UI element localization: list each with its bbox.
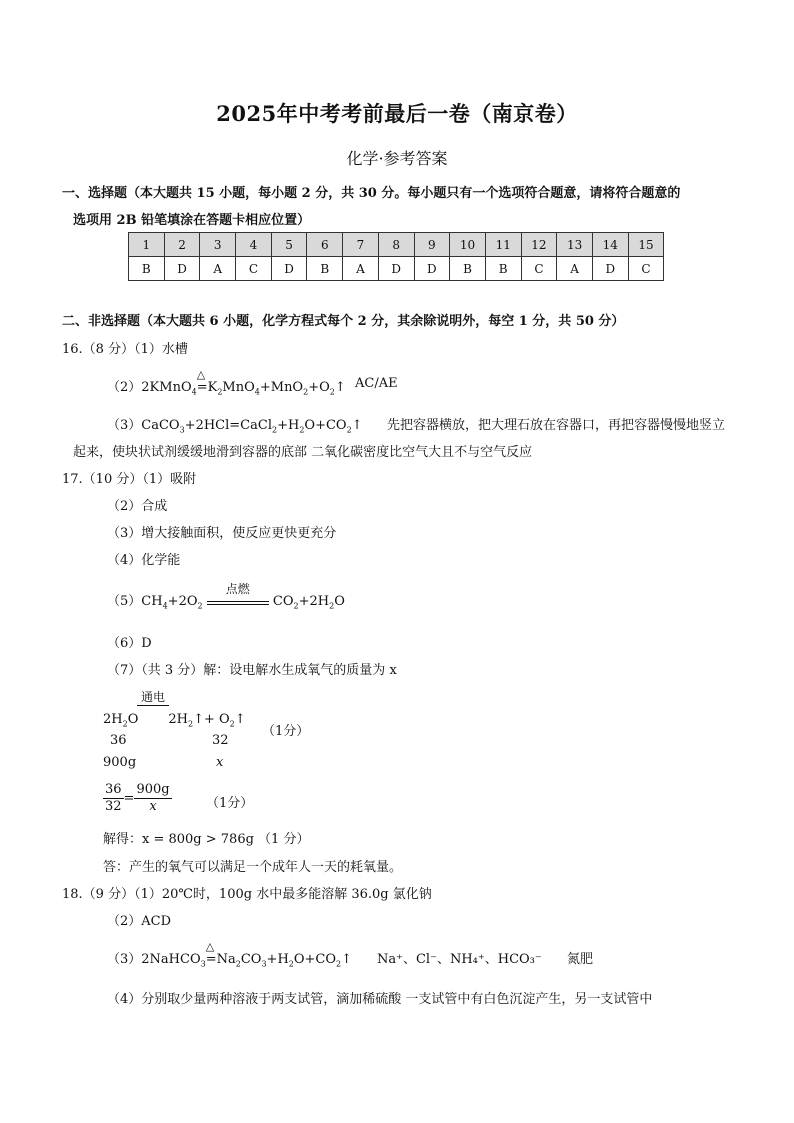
electrolysis-equation: $2H_2O$ $2H_2↑+$ $O_2↑$ bbox=[103, 712, 246, 729]
q18-equation: （3）2NaHCO$_3$ △ $=Na_2CO_3+H_2O+CO_2↑$ bbox=[107, 940, 353, 969]
q17-line5-prefix: （5） bbox=[107, 594, 142, 609]
answer-table-number-row bbox=[129, 233, 664, 257]
unknown-mass: x bbox=[216, 755, 224, 770]
answer-cell: D bbox=[378, 257, 414, 281]
ignite-condition: 点燃 bbox=[225, 582, 250, 596]
answer-cell: D bbox=[592, 257, 628, 281]
question-number-cell: 3 bbox=[200, 233, 236, 257]
delta-symbol-2: △ bbox=[205, 940, 215, 953]
q18-line-4: （4）分别取少量两种溶液于两支试管，滴加稀硫酸 一支试管中有白色沉淀产生，另一支试管中 bbox=[107, 992, 653, 1007]
q16-eq2-e: ↑ bbox=[351, 418, 363, 433]
q16-eq2-a: （3）CaCO bbox=[107, 418, 180, 433]
question-number-cell: 1 bbox=[129, 233, 165, 257]
q17-line-3: （3）增大接触面积，使反应更快更充分 bbox=[107, 526, 337, 541]
q17-answer: 答：产生的氧气可以满足一个成年人一天的耗氧量。 bbox=[103, 860, 403, 875]
score-1: （1分） bbox=[262, 724, 310, 739]
frac-numerator-2: 900g bbox=[136, 782, 170, 797]
q17-line-6: （6）D bbox=[107, 636, 152, 651]
q17-line-2: （2）合成 bbox=[107, 499, 168, 514]
question-number-cell: 7 bbox=[343, 233, 379, 257]
question-number-cell: 4 bbox=[236, 233, 272, 257]
q16-eq2-b: +2HCl=CaCl bbox=[184, 418, 272, 433]
answer-cell: A bbox=[557, 257, 593, 281]
proportion-equation: $\frac{36}{32}$ = $\frac{900g}{x}$ bbox=[105, 782, 170, 814]
q16-line-1: 16.（8 分）（1）水槽 bbox=[62, 342, 188, 357]
mass-a: 36 bbox=[110, 733, 127, 748]
q16-eq1-product-b: MnO bbox=[222, 380, 255, 395]
frac-denominator-1: 32 bbox=[105, 799, 122, 814]
q18-fertilizer: 氮肥 bbox=[567, 952, 594, 967]
answer-cell: D bbox=[414, 257, 450, 281]
q16-eq1-product-c: +MnO bbox=[259, 380, 304, 395]
question-number-cell: 6 bbox=[307, 233, 343, 257]
answer-cell: B bbox=[307, 257, 343, 281]
known-mass: 900g bbox=[103, 755, 137, 770]
question-number-cell: 15 bbox=[628, 233, 664, 257]
mass-b: 32 bbox=[212, 733, 229, 748]
q16-eq1-arrow: ↑ bbox=[334, 380, 346, 395]
q16-line-4: 起来，使块状试剂缓缓地滑到容器的底部 二氧化碳密度比空气大且不与空气反应 bbox=[73, 445, 533, 460]
q17-line-7: （7）（共 3 分）解：设电解水生成氧气的质量为 x bbox=[107, 663, 397, 678]
answer-cell: C bbox=[628, 257, 664, 281]
q17-line-4: （4）化学能 bbox=[107, 553, 181, 568]
answer-cell: A bbox=[343, 257, 379, 281]
question-number-cell: 8 bbox=[378, 233, 414, 257]
page-subtitle: 化学·参考答案 bbox=[346, 149, 448, 168]
question-number-cell: 13 bbox=[557, 233, 593, 257]
q16-eq1-reactant: （2）2KMnO bbox=[107, 380, 192, 395]
question-number-cell: 10 bbox=[450, 233, 486, 257]
q16-answer-2: AC/AE bbox=[355, 376, 398, 391]
score-2: （1分） bbox=[206, 796, 254, 811]
answer-cell: C bbox=[521, 257, 557, 281]
answer-cell: B bbox=[450, 257, 486, 281]
q16-eq1-product-a: K bbox=[207, 380, 218, 395]
q16-eq2-c: +H bbox=[277, 418, 300, 433]
q16-equation-2: $(3)CaCO_3+2HCl=CaCl_2+H_2O+CO_2↑$ bbox=[107, 418, 363, 435]
question-number-cell: 2 bbox=[164, 233, 200, 257]
section1-heading-2: 选项用 2B 铅笔填涂在答题卡相应位置） bbox=[73, 213, 311, 228]
answer-table-answer-row bbox=[129, 257, 664, 281]
section1-heading-1: 一、选择题（本大题共 15 小题，每小题 2 分，共 30 分。每小题只有一个选项符合题意，请将符合题意的 bbox=[62, 186, 681, 201]
page-title: 2025年中考考前最后一卷（南京卷） bbox=[216, 101, 578, 126]
q18-ions: Na⁺、Cl⁻、NH₄⁺、HCO₃⁻ bbox=[377, 952, 542, 967]
frac-denominator-2: x bbox=[149, 799, 157, 814]
frac-numerator-1: 36 bbox=[105, 782, 122, 797]
answer-cell: D bbox=[164, 257, 200, 281]
question-number-cell: 12 bbox=[521, 233, 557, 257]
question-number-cell: 5 bbox=[271, 233, 307, 257]
q17-solve: 解得：x = 800g > 786g （1 分） bbox=[103, 832, 310, 847]
q16-answer-3: 先把容器横放，把大理石放在容器口，再把容器慢慢地竖立 bbox=[387, 418, 726, 433]
q18-line-2: （2）ACD bbox=[107, 914, 172, 929]
answer-cell: A bbox=[200, 257, 236, 281]
q18-line-1: 18.（9 分）（1）20℃时，100g 水中最多能溶解 36.0g 氯化钠 bbox=[62, 887, 432, 902]
delta-symbol: △ bbox=[196, 368, 206, 381]
electrolysis-condition: 通电 bbox=[137, 688, 169, 706]
question-number-cell: 9 bbox=[414, 233, 450, 257]
question-number-cell: 11 bbox=[485, 233, 521, 257]
q16-equation-1: （2）2KMnO$_4$ △ $=K_2MnO_4+MnO_2+O_2↑$ bbox=[107, 368, 346, 397]
answer-cell: C bbox=[236, 257, 272, 281]
answer-cell: B bbox=[485, 257, 521, 281]
answer-cell: D bbox=[271, 257, 307, 281]
question-number-cell: 14 bbox=[592, 233, 628, 257]
answer-table bbox=[128, 232, 664, 281]
q16-eq2-d: O+CO bbox=[304, 418, 347, 433]
q18-eq-reactant: （3）2NaHCO bbox=[107, 952, 201, 967]
q17-line-1: 17.（10 分）（1）吸附 bbox=[62, 472, 197, 487]
answer-cell: B bbox=[129, 257, 165, 281]
q17-line-5: $(5)CH_4+2O_2$ 点燃 $CO_2+2H_2O$ bbox=[107, 582, 345, 611]
section2-heading: 二、非选择题（本大题共 6 小题，化学方程式每个 2 分，其余除说明外，每空 1 分，共 50 分） bbox=[62, 314, 625, 329]
q16-eq1-product-d: +O bbox=[308, 380, 330, 395]
